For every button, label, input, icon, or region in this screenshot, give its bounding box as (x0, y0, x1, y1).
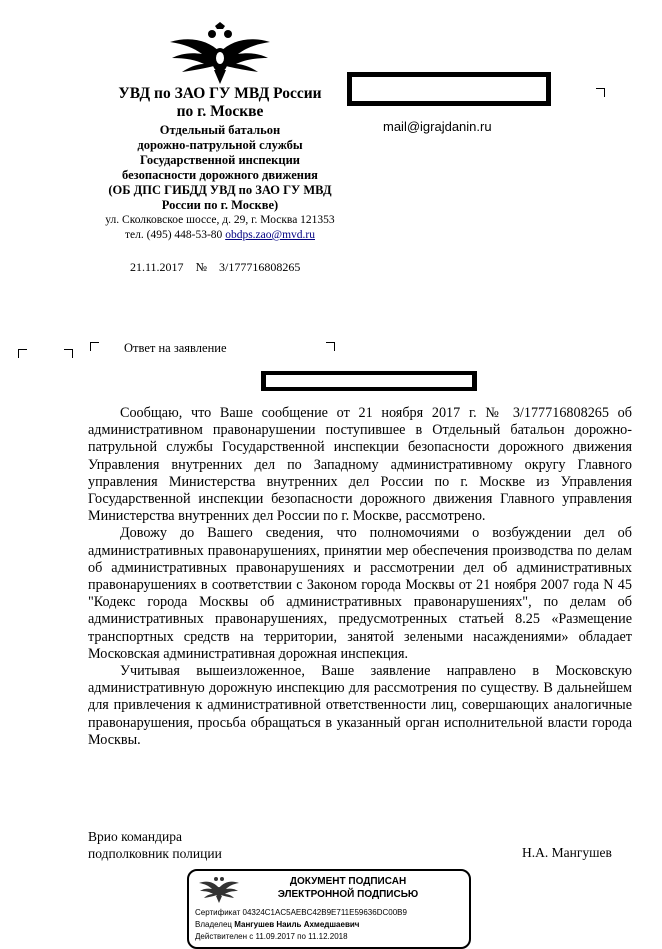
stamp-title: ДОКУМЕНТ ПОДПИСАН ЭЛЕКТРОННОЙ ПОДПИСЬЮ (277, 876, 419, 900)
corner-mark (596, 88, 605, 97)
letter-body (88, 405, 632, 749)
e-signature-stamp (187, 869, 471, 949)
corner-mark (90, 342, 99, 351)
recipient-email: mail@igrajdanin.ru (383, 119, 492, 134)
org-contacts (80, 228, 360, 243)
signatory-name: Н.А. Мангушев (522, 845, 612, 860)
corner-mark (326, 342, 335, 351)
body-paragraph: Сообщаю, что Ваше сообщение от 21 ноября 2017 г. № 3/177716808265 об административном правонарушении поступившее в Отдельный батальон дорожно-патрульной службы Государственной инспекции безопасности дорожного движения Управления внутренних дел по Западному административному округу Главного управления Министерства внутренних дел России по г. Москве из Управления Государственной инспекции безопасности дорожного движения Главного управления Министерства внутренних дел России по г. Москве, рассмотрено. (88, 405, 632, 525)
number-sign: № (195, 260, 208, 274)
org-address: ул. Сколковское шоссе, д. 29, г. Москва 121353 (105, 214, 335, 226)
signatory-title: Врио командира подполковник полиции (88, 829, 222, 861)
sender-header (80, 85, 360, 243)
org-email-link[interactable]: obdps.zao@mvd.ru (225, 229, 315, 241)
body-paragraph: Учитывая вышеизложенное, Ваше заявление направлено в Московскую административную дорожную инспекцию для рассмотрения по существу. В дальнейшем для привлечения к административной ответственности лиц, совершающих аналогичные правонарушения, просьба обращаться в указанный орган исполнительной власти города Москвы. (88, 663, 632, 748)
org-name: УВД по ЗАО ГУ МВД России по г. Москве (118, 85, 322, 120)
mvd-emblem-icon (168, 22, 272, 86)
outgoing-number: 3/177716808265 (219, 260, 301, 274)
subject-line: Ответ на заявление (124, 341, 227, 355)
outgoing-date-number (130, 260, 300, 275)
stamp-owner: Владелец Мангушев Наиль Ахмедшаевич (195, 920, 360, 929)
org-phone: тел. (495) 448-53-80 (125, 229, 223, 241)
corner-mark (64, 349, 73, 358)
outgoing-date: 21.11.2017 (130, 260, 184, 274)
recipient-redaction (347, 72, 551, 106)
stamp-validity: Действителен с 11.09.2017 по 11.12.2018 (195, 932, 348, 941)
stamp-certificate: Сертификат 04324C1AC5AEBC42B9E711E59636DC00B9 (195, 908, 407, 917)
corner-mark (18, 349, 27, 358)
org-division: Отдельный батальон дорожно-патрульной службы Государственной инспекции безопасности дорожного движения (ОБ ДПС ГИБДД УВД по ЗАО ГУ МВД России по г. Москве) (108, 123, 332, 212)
body-paragraph: Довожу до Вашего сведения, что полномочиями о возбуждении дел об административных правонарушениях, принятии мер обеспечения производства по делам об административных правонарушениях и рассмотрении дел об административных правонарушениях в соответствии с Законом города Москвы от 21 ноября 2007 года N 45 "Кодекс города Москвы об административных правонарушениях", по делам об административных правонарушениях, предусмотренных статьей 8.25 «Размещение транспортных средств на территории, занятой зелеными насаждениями» обладает Московская административная дорожная инспекция. (88, 525, 632, 662)
addressee-redaction (261, 371, 477, 391)
